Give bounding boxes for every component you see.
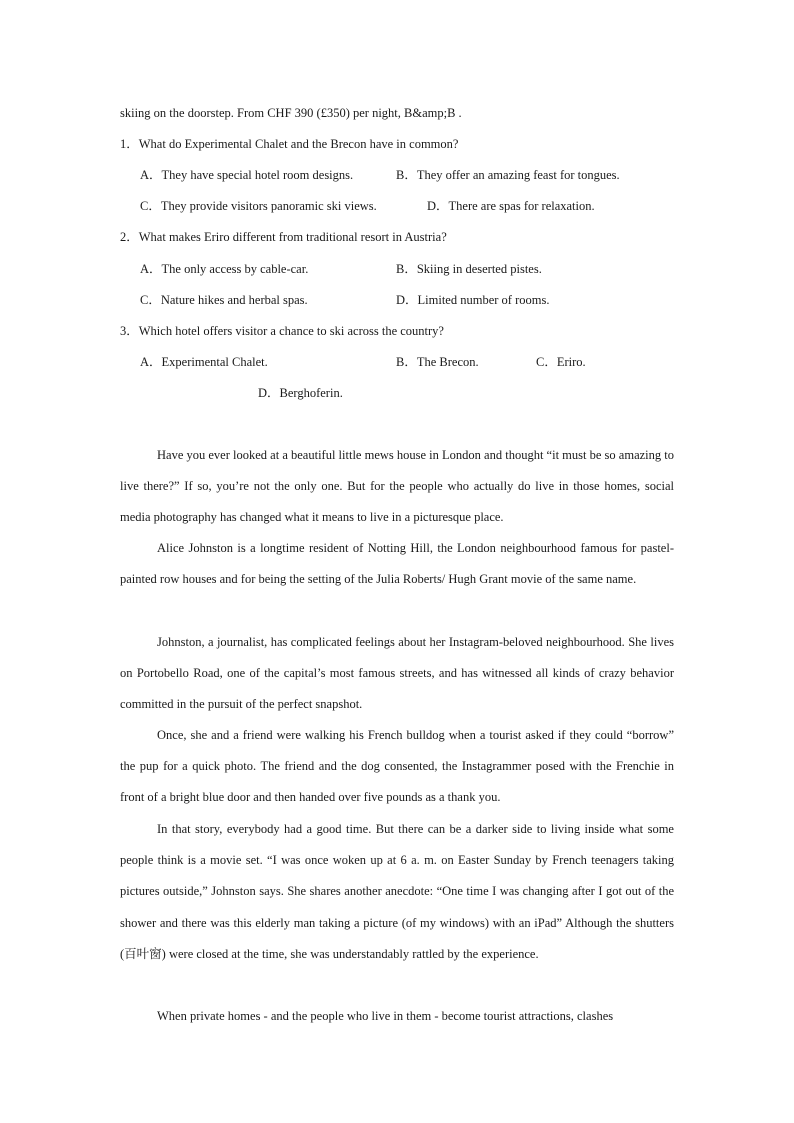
question-1-option-b: B．They offer an amazing feast for tongues. bbox=[396, 168, 620, 182]
question-2-stem: 2．What makes Eriro different from traditional resort in Austria? bbox=[120, 230, 447, 244]
question-2-option-c: C．Nature hikes and herbal spas. bbox=[140, 293, 308, 307]
passage-paragraph-text: When private homes - and the people who live in them - become tourist attractions, clashes bbox=[157, 1009, 614, 1023]
passage-paragraph bbox=[120, 720, 674, 814]
question-3-option-b: B．The Brecon. bbox=[396, 355, 479, 369]
passage-paragraph-text: Have you ever looked at a beautiful little mews house in London and thought “it must be so amazing to live there?” If so, you’re not the only one. But for the people who actually do live in those homes, social media photography has changed what it means to live in a picturesque place. bbox=[120, 448, 674, 525]
passage-paragraph-text: Johnston, a journalist, has complicated feelings about her Instagram-beloved neighbourhood. She lives on Portobello Road, one of the capital’s most famous streets, and has witnessed all kinds of crazy behavior committed in the pursuit of the perfect snapshot. bbox=[120, 635, 674, 712]
question-3-stem: 3．Which hotel offers visitor a chance to ski across the country? bbox=[120, 324, 444, 338]
passage-paragraph-text: Once, she and a friend were walking his French bulldog when a tourist asked if they could “borrow” the pup for a quick photo. The friend and the dog consented, the Instagrammer posed with the Frenchie in front of a bright blue door and then handed over five pounds as a thank you. bbox=[120, 728, 674, 805]
question-3-option-a: A．Experimental Chalet. bbox=[140, 355, 268, 369]
question-1-option-d: D．There are spas for relaxation. bbox=[427, 199, 595, 213]
passage-paragraph bbox=[120, 1001, 674, 1032]
question-1-option-c: C．They provide visitors panoramic ski views. bbox=[140, 199, 377, 213]
question-1-stem: 1．What do Experimental Chalet and the Brecon have in common? bbox=[120, 137, 459, 151]
passage-paragraph-text: In that story, everybody had a good time. But there can be a darker side to living inside what some people think is a movie set. “I was once woken up at 6 a. m. on Easter Sunday by French teenagers taking pictures outside,” Johnston says. She shares another anecdote: “One time I was changing after I got out of the shower and there was this elderly man taking a picture (of my windows) with an iPad” Although the shutters (百叶窗) were closed at the time, she was understandably rattled by the experience. bbox=[120, 822, 674, 961]
passage-paragraph bbox=[120, 814, 674, 970]
passage-paragraph bbox=[120, 533, 674, 595]
question-3-option-c: C．Eriro. bbox=[536, 355, 586, 369]
passage-paragraph bbox=[120, 440, 674, 534]
question-2-option-b: B．Skiing in deserted pistes. bbox=[396, 262, 542, 276]
passage-paragraph bbox=[120, 627, 674, 721]
question-2-option-d: D．Limited number of rooms. bbox=[396, 293, 550, 307]
question-1-option-a: A．They have special hotel room designs. bbox=[140, 168, 354, 182]
intro-tail-text: skiing on the doorstep. From CHF 390 (£350) per night, B&amp;B . bbox=[120, 106, 462, 120]
question-2-option-a: A．The only access by cable-car. bbox=[140, 262, 309, 276]
passage-paragraph-text: Alice Johnston is a longtime resident of Notting Hill, the London neighbourhood famous for pastel-painted row houses and for being the setting of the Julia Roberts/ Hugh Grant movie of the same name. bbox=[120, 541, 674, 587]
question-3-option-d: D．Berghoferin. bbox=[258, 386, 343, 400]
